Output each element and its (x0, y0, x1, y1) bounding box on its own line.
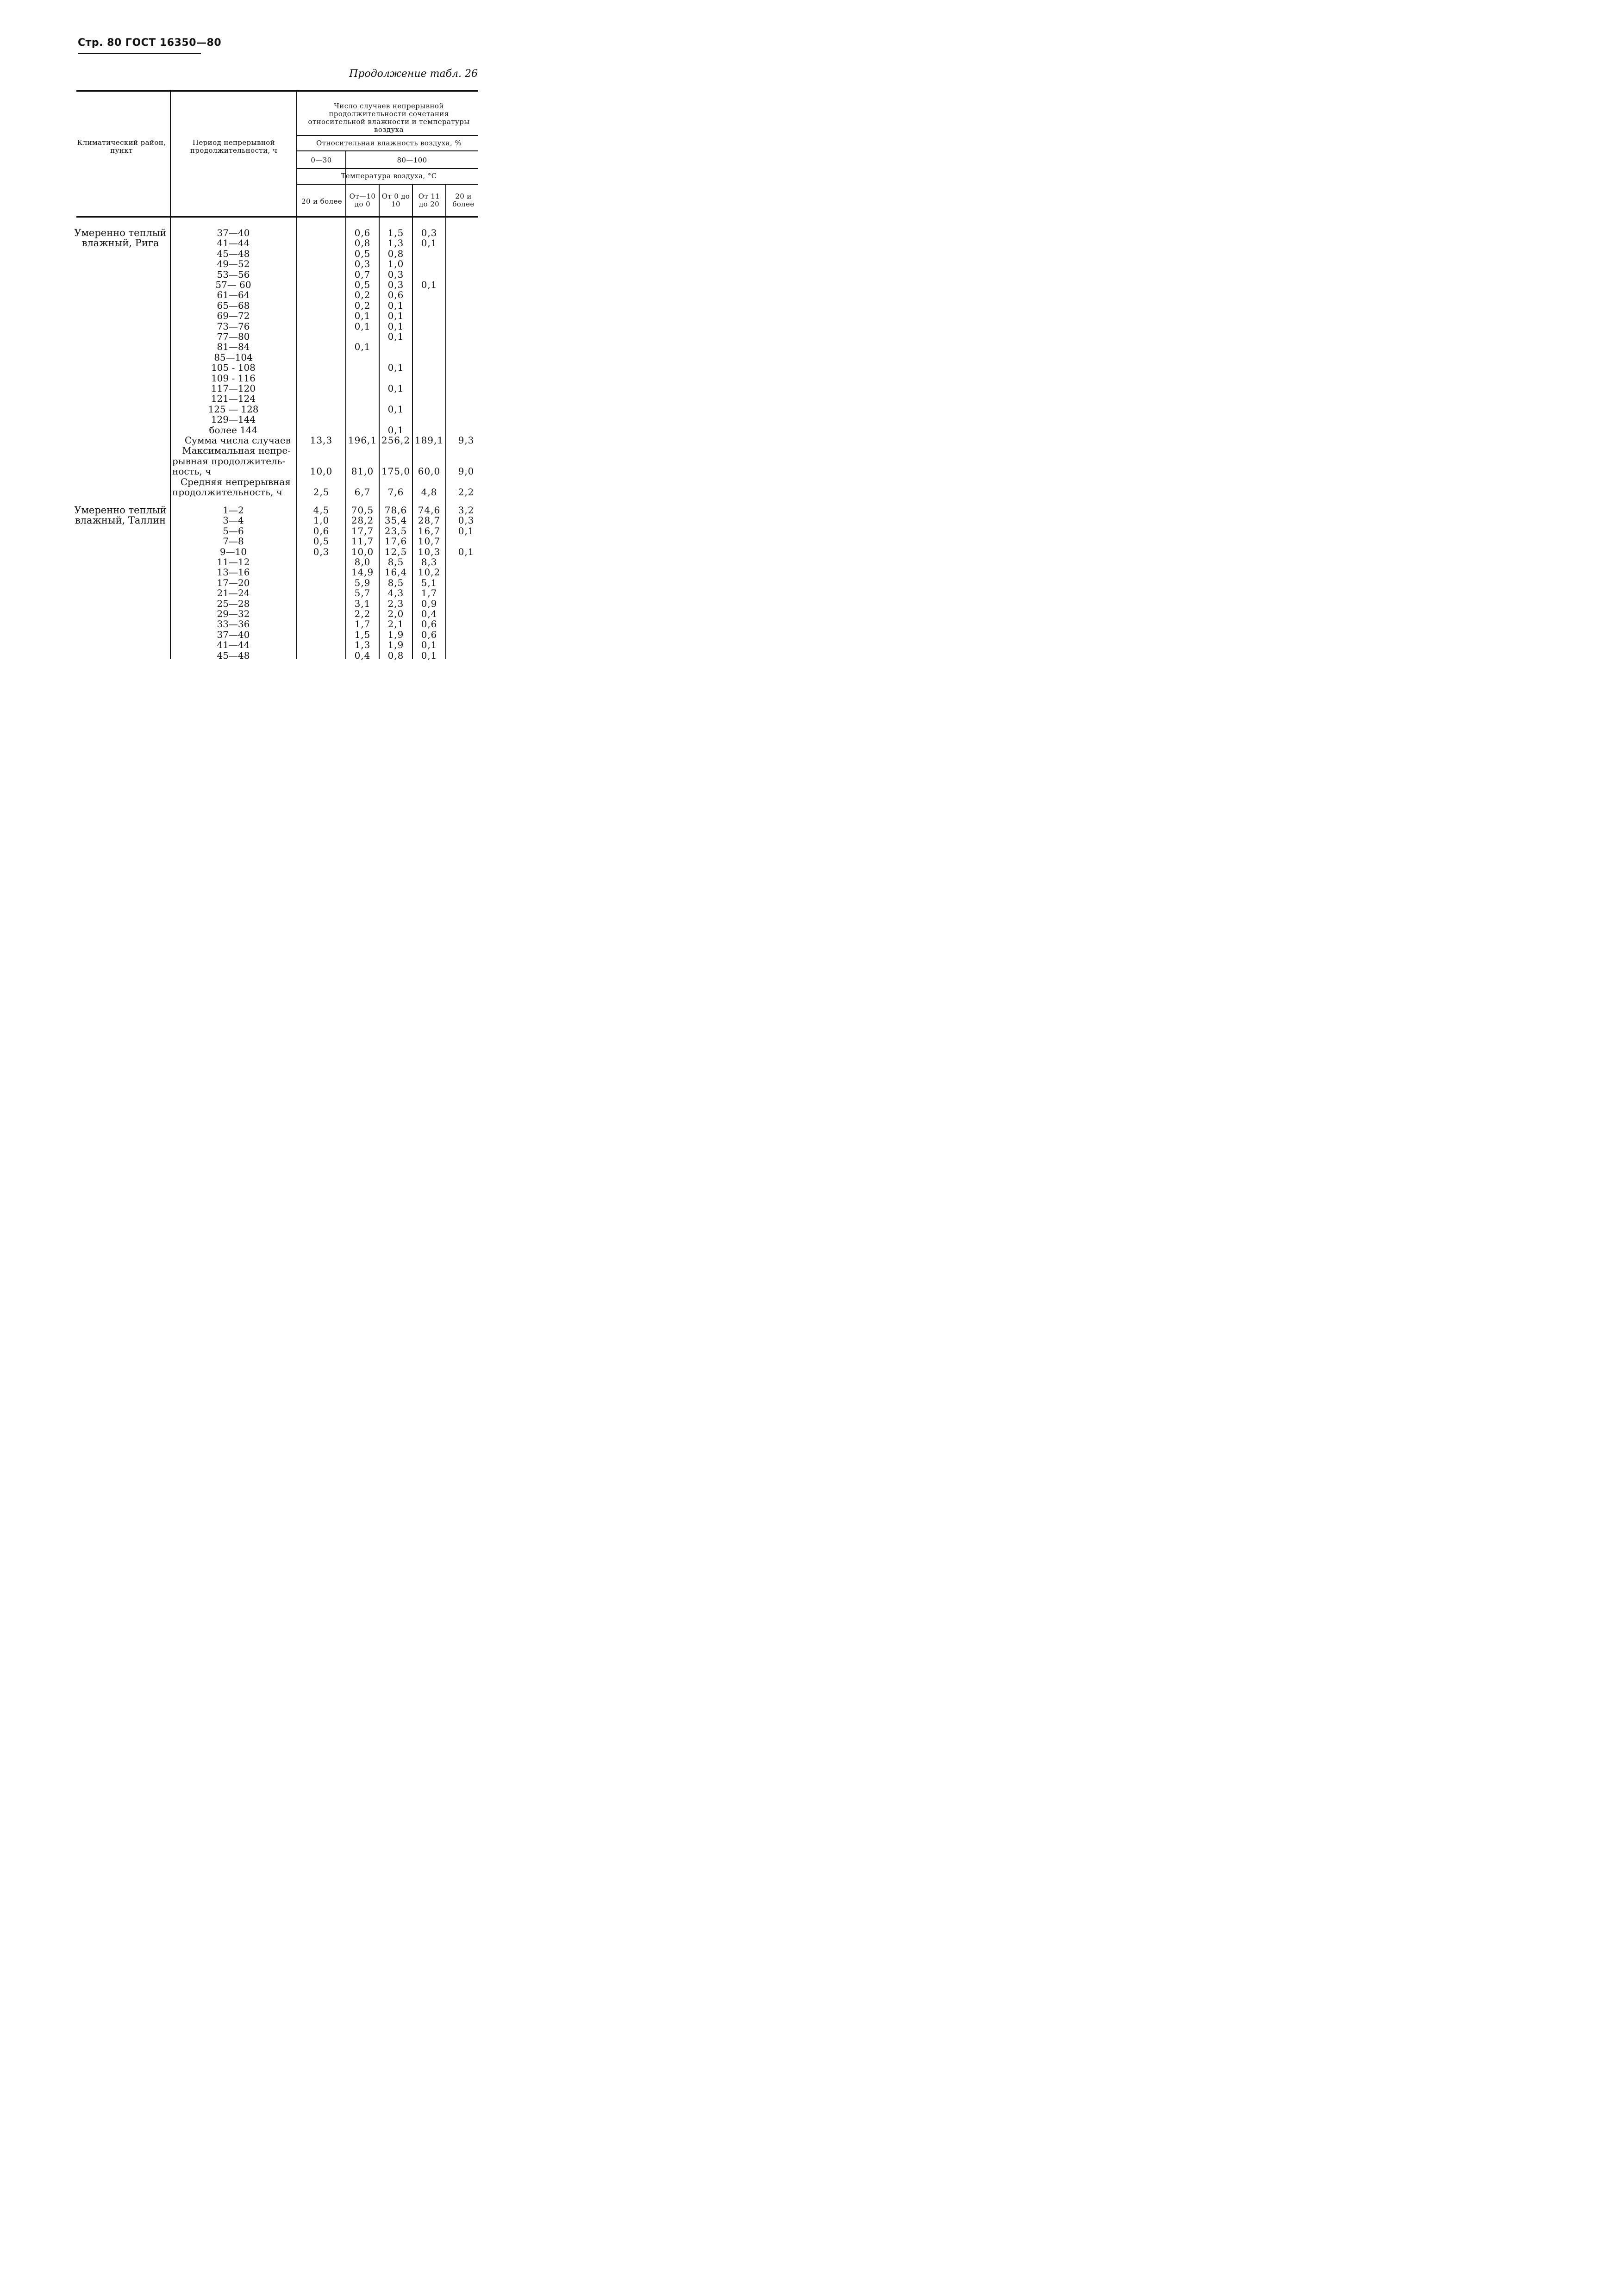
value-cell: 0,1 (387, 310, 404, 322)
region-label: Умеренно теплый влажный, Рига (74, 227, 167, 249)
value-cell: 14,9 (351, 567, 374, 578)
value-cell: 10,2 (418, 567, 441, 578)
value-cell: 0,5 (313, 536, 330, 547)
summary-value-cell: 2,2 (458, 487, 475, 498)
value-cell: 0,1 (354, 310, 371, 322)
period-cell: 21—24 (217, 587, 250, 599)
period-cell: 117—120 (211, 383, 256, 394)
period-cell: 5—6 (223, 525, 244, 537)
period-cell: 81—84 (217, 341, 250, 353)
summary-value-cell: 196,1 (348, 435, 377, 446)
value-cell: 10,7 (418, 536, 441, 547)
summary-value-cell: 256,2 (381, 435, 411, 446)
value-cell: 12,5 (384, 546, 407, 557)
humidity-bottom-rule (297, 150, 478, 151)
table-top-rule (76, 90, 478, 92)
period-cell: 37—40 (217, 227, 250, 238)
header-humidity-0-30: 0—30 (311, 156, 332, 164)
period-cell: 37—40 (217, 629, 250, 640)
value-cell: 0,1 (421, 649, 437, 661)
header-humidity-80-100: 80—100 (397, 156, 427, 164)
header-temp-c1: 20 и более (301, 197, 342, 206)
value-cell: 3,2 (458, 505, 475, 516)
value-cell: 0,3 (387, 279, 404, 290)
period-cell: более 144 (209, 424, 258, 436)
period-cell: 17—20 (217, 577, 250, 588)
value-cell: 74,6 (418, 505, 441, 516)
value-cell: 8,0 (354, 556, 371, 568)
value-cell: 0,5 (354, 248, 371, 259)
region-label: Умеренно теплый влажный, Таллин (74, 505, 167, 526)
period-cell: 121—124 (211, 393, 256, 405)
value-cell: 0,1 (354, 320, 371, 332)
col-divider-c4 (445, 185, 446, 659)
value-cell: 17,6 (384, 536, 407, 547)
period-cell: 29—32 (217, 608, 250, 619)
summary-label: ность, ч (172, 466, 212, 477)
period-cell: 9—10 (219, 546, 247, 557)
header-temp-c3: От 0 до 10 (381, 192, 410, 208)
value-cell: 0,3 (458, 515, 475, 526)
value-cell: 5,9 (354, 577, 371, 588)
period-cell: 49—52 (217, 258, 250, 270)
value-cell: 70,5 (351, 505, 374, 516)
value-cell: 35,4 (384, 515, 407, 526)
value-cell: 8,5 (387, 577, 404, 588)
period-cell: 33—36 (217, 618, 250, 630)
value-cell: 16,7 (418, 525, 441, 537)
page-header: Стр. 80 ГОСТ 16350—80 (78, 37, 222, 49)
value-cell: 0,4 (354, 649, 371, 661)
value-cell: 1,0 (387, 258, 404, 270)
value-cell: 1,0 (313, 515, 330, 526)
summary-value-cell: 9,0 (458, 466, 475, 477)
period-cell: 7—8 (223, 536, 244, 547)
summary-value-cell: 7,6 (387, 487, 404, 498)
col-divider-region (170, 92, 171, 659)
period-cell: 3—4 (223, 515, 244, 526)
value-cell: 0,8 (387, 248, 404, 259)
period-cell: 65—68 (217, 299, 250, 311)
value-cell: 0,1 (458, 525, 475, 537)
value-cell: 0,3 (354, 258, 371, 270)
summary-label: Сумма числа случаев (184, 435, 291, 446)
value-cell: 11,7 (351, 536, 374, 547)
value-cell: 1,7 (421, 587, 437, 599)
value-cell: 0,1 (458, 546, 475, 557)
temperature-bottom-rule (297, 184, 478, 185)
summary-value-cell: 189,1 (414, 435, 444, 446)
period-cell: 105 - 108 (211, 362, 256, 374)
value-cell: 10,3 (418, 546, 441, 557)
period-cell: 69—72 (217, 310, 250, 322)
value-cell: 1,9 (387, 639, 404, 651)
period-cell: 45—48 (217, 248, 250, 259)
table-continuation-label: Продолжение табл. 26 (349, 68, 478, 80)
value-cell: 0,4 (421, 608, 437, 619)
value-cell: 4,5 (313, 505, 330, 516)
value-cell: 28,7 (418, 515, 441, 526)
value-cell: 1,5 (354, 629, 371, 640)
value-cell: 0,1 (421, 237, 437, 249)
period-cell: 1—2 (223, 505, 244, 516)
value-cell: 1,9 (387, 629, 404, 640)
value-cell: 0,8 (387, 649, 404, 661)
value-cell: 0,6 (354, 227, 371, 238)
header-period: Период непрерывной продолжительности, ч (190, 138, 278, 155)
value-cell: 5,1 (421, 577, 437, 588)
value-cell: 0,6 (421, 618, 437, 630)
value-cell: 0,1 (387, 424, 404, 436)
value-cell: 0,1 (421, 639, 437, 651)
header-temp-c5: 20 и более (452, 192, 475, 208)
header-cases: Число случаев непрерывной продолжительности сочетания относительной влажности и температуры воздуха (308, 102, 470, 134)
summary-value-cell: 4,8 (421, 487, 437, 498)
summary-value-cell: 10,0 (310, 466, 333, 477)
humidity-top-rule (297, 135, 478, 136)
period-cell: 129—144 (211, 414, 256, 425)
value-cell: 0,1 (387, 331, 404, 342)
value-cell: 0,1 (387, 362, 404, 374)
period-cell: 13—16 (217, 567, 250, 578)
value-cell: 0,1 (387, 403, 404, 415)
value-cell: 10,0 (351, 546, 374, 557)
col-divider-period (296, 92, 297, 659)
header-temperature: Температура воздуха, °С (341, 172, 437, 180)
value-cell: 0,5 (354, 279, 371, 290)
value-cell: 0,6 (313, 525, 330, 537)
value-cell: 16,4 (384, 567, 407, 578)
period-cell: 53—56 (217, 268, 250, 280)
value-cell: 0,1 (387, 383, 404, 394)
value-cell: 2,3 (387, 598, 404, 609)
value-cell: 0,1 (387, 320, 404, 332)
value-cell: 3,1 (354, 598, 371, 609)
value-cell: 0,8 (354, 237, 371, 249)
summary-value-cell: 2,5 (313, 487, 330, 498)
value-cell: 4,3 (387, 587, 404, 599)
summary-value-cell: 13,3 (310, 435, 333, 446)
value-cell: 0,1 (354, 341, 371, 353)
period-cell: 61—64 (217, 289, 250, 301)
value-cell: 1,5 (387, 227, 404, 238)
period-cell: 73—76 (217, 320, 250, 332)
value-cell: 0,2 (354, 299, 371, 311)
value-cell: 0,1 (421, 279, 437, 290)
value-cell: 2,0 (387, 608, 404, 619)
header-region: Климатический район, пункт (77, 138, 166, 155)
period-cell: 41—44 (217, 237, 250, 249)
range-bottom-rule (297, 168, 478, 169)
summary-value-cell: 81,0 (351, 466, 374, 477)
value-cell: 8,3 (421, 556, 437, 568)
period-cell: 85—104 (214, 351, 253, 363)
summary-label: продолжительность, ч (172, 487, 282, 498)
header-temp-c4: От 11 до 20 (418, 192, 440, 208)
value-cell: 0,6 (421, 629, 437, 640)
summary-label: рывная продолжитель- (172, 455, 286, 467)
value-cell: 78,6 (384, 505, 407, 516)
summary-value-cell: 175,0 (381, 466, 411, 477)
value-cell: 23,5 (384, 525, 407, 537)
period-cell: 77—80 (217, 331, 250, 342)
value-cell: 0,1 (387, 299, 404, 311)
value-cell: 8,5 (387, 556, 404, 568)
value-cell: 28,2 (351, 515, 374, 526)
value-cell: 0,6 (387, 289, 404, 301)
summary-value-cell: 60,0 (418, 466, 441, 477)
header-temp-c2: От—10 до 0 (349, 192, 376, 208)
value-cell: 0,3 (387, 268, 404, 280)
value-cell: 0,3 (421, 227, 437, 238)
period-cell: 57— 60 (215, 279, 251, 290)
value-cell: 1,7 (354, 618, 371, 630)
value-cell: 17,7 (351, 525, 374, 537)
header-bottom-rule (76, 216, 478, 218)
value-cell: 0,7 (354, 268, 371, 280)
value-cell: 5,7 (354, 587, 371, 599)
period-cell: 41—44 (217, 639, 250, 651)
summary-label: Средняя непрерывная (180, 476, 291, 487)
period-cell: 45—48 (217, 649, 250, 661)
value-cell: 1,3 (387, 237, 404, 249)
header-rule (78, 53, 201, 54)
period-cell: 11—12 (217, 556, 250, 568)
period-cell: 125 — 128 (208, 403, 259, 415)
header-humidity: Относительная влажность воздуха, % (316, 139, 462, 147)
period-cell: 25—28 (217, 598, 250, 609)
value-cell: 1,3 (354, 639, 371, 651)
value-cell: 0,3 (313, 546, 330, 557)
summary-value-cell: 9,3 (458, 435, 475, 446)
value-cell: 0,2 (354, 289, 371, 301)
value-cell: 0,9 (421, 598, 437, 609)
summary-value-cell: 6,7 (354, 487, 371, 498)
value-cell: 2,2 (354, 608, 371, 619)
period-cell: 109 - 116 (211, 372, 256, 384)
value-cell: 2,1 (387, 618, 404, 630)
summary-label: Максимальная непре- (182, 445, 291, 456)
